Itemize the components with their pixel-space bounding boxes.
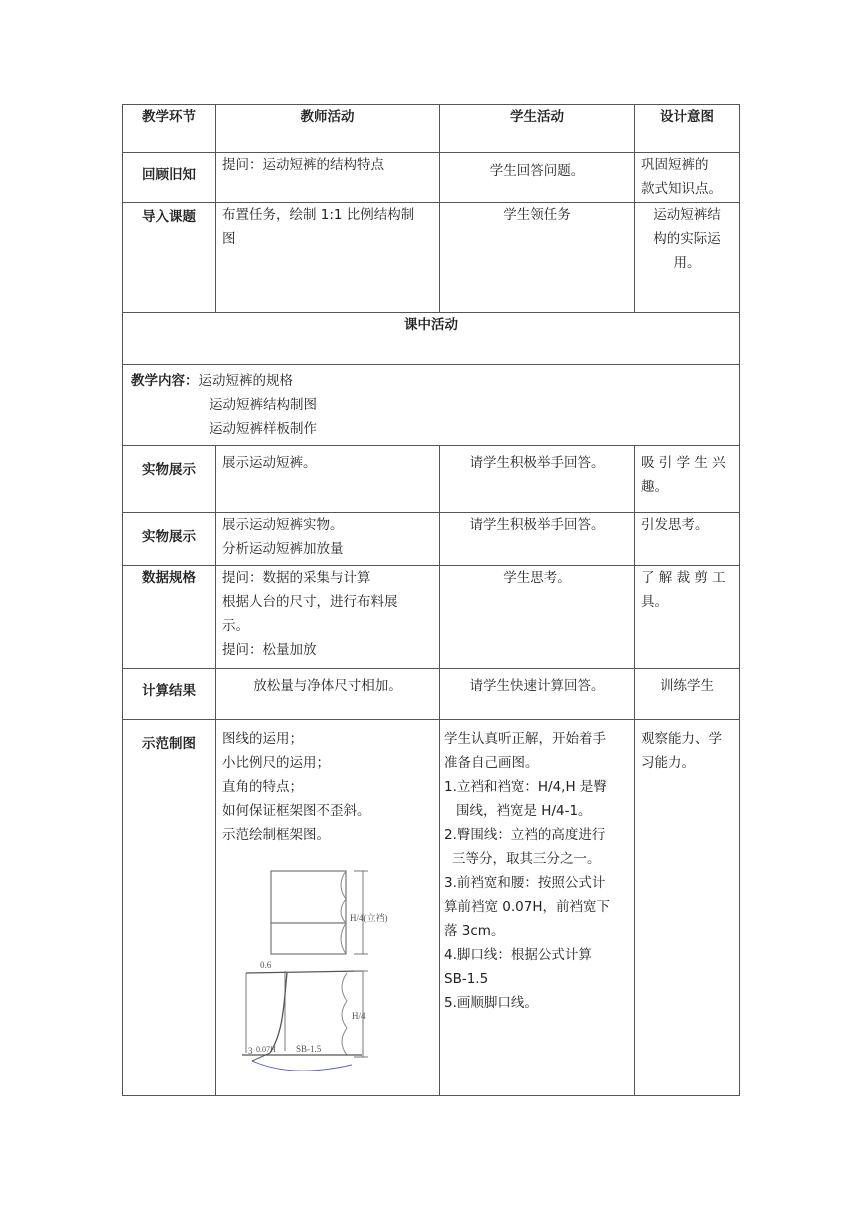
review-section: 回顾旧知 bbox=[123, 153, 216, 203]
review-intent: 巩固短裤的 款式知识点。 bbox=[635, 153, 740, 203]
row-data bbox=[123, 566, 740, 669]
show1-section: 实物展示 bbox=[123, 446, 216, 513]
demo-intent: 观察能力、学 习能力。 bbox=[635, 720, 740, 1096]
mid-activity-title: 课中活动 bbox=[123, 313, 740, 365]
row-intro bbox=[123, 203, 740, 313]
header-row bbox=[123, 105, 740, 153]
show1-teacher: 展示运动短裤。 bbox=[216, 446, 440, 513]
review-student: 学生回答问题。 bbox=[440, 153, 635, 203]
header-student: 学生活动 bbox=[440, 105, 635, 153]
fig-label-bottom-dim: SB-1.5 bbox=[296, 1044, 322, 1054]
show2-intent: 引发思考。 bbox=[635, 513, 740, 566]
row-content bbox=[123, 365, 740, 446]
calc-section: 计算结果 bbox=[123, 669, 216, 720]
row-show1 bbox=[123, 446, 740, 513]
content-item-2: 运动短裤结构制图 bbox=[209, 397, 317, 413]
row-review bbox=[123, 153, 740, 203]
review-teacher: 提问：运动短裤的结构特点 bbox=[216, 153, 440, 203]
content-item-1: 运动短裤的规格 bbox=[198, 373, 293, 389]
show2-section: 实物展示 bbox=[123, 513, 216, 566]
show1-student: 请学生积极举手回答。 bbox=[440, 446, 635, 513]
content-item-3: 运动短裤样板制作 bbox=[209, 421, 317, 437]
show1-intent: 吸 引 学 生 兴 趣。 bbox=[635, 446, 740, 513]
row-mid-title bbox=[123, 313, 740, 365]
show2-teacher: 展示运动短裤实物。 分析运动短裤加放量 bbox=[216, 513, 440, 566]
intro-teacher: 布置任务，绘制 1:1 比例结构制 图 bbox=[216, 203, 440, 313]
row-calc bbox=[123, 669, 740, 720]
demo-teacher: 图线的运用； 小比例尺的运用； 直角的特点； 如何保证框架图不歪斜。 示范绘制框架图。 H/4(立裆) 0.6 H/4 3 0.07H SB-1.5 bbox=[216, 720, 440, 1096]
data-student: 学生思考。 bbox=[440, 566, 635, 669]
header-section: 教学环节 bbox=[123, 105, 216, 153]
fig-label-top-dim: H/4(立裆) bbox=[350, 913, 388, 923]
show2-student: 请学生积极举手回答。 bbox=[440, 513, 635, 566]
intro-intent: 运动短裤结 构的实际运 用。 bbox=[635, 203, 740, 313]
intro-section: 导入课题 bbox=[123, 203, 216, 313]
intro-student: 学生领任务 bbox=[440, 203, 635, 313]
fig-label-side-dim: H/4 bbox=[352, 1011, 366, 1021]
calc-intent: 训练学生 bbox=[635, 669, 740, 720]
data-section: 数据规格 bbox=[123, 566, 216, 669]
row-demo bbox=[123, 720, 740, 1096]
content-label: 教学内容： bbox=[131, 373, 199, 389]
header-intent: 设计意图 bbox=[635, 105, 740, 153]
header-teacher: 教师活动 bbox=[216, 105, 440, 153]
demo-section: 示范制图 bbox=[123, 720, 216, 1096]
lesson-plan-table bbox=[122, 104, 740, 1096]
calc-teacher: 放松量与净体尺寸相加。 bbox=[216, 669, 440, 720]
fig-label-bottom-left: 0.07H bbox=[256, 1045, 276, 1054]
demo-student: 学生认真听正解，开始着手 准备自己画图。 1.立裆和裆宽：H/4,H 是臀 围线，裆宽是 H/4-1。 2.臀围线：立裆的高度进行 三等分，取其三分之一。 3.前裆宽和腰：按照公式计 算前裆宽 0.07H，前裆宽下 落 3cm。 4.脚口线：根据公式计算 SB-1.5 5.画顺脚口线。 bbox=[440, 720, 635, 1096]
data-teacher: 提问：数据的采集与计算 根据人台的尺寸，进行布料展 示。 提问：松量加放 bbox=[216, 566, 440, 669]
shorts-draft-figure bbox=[222, 861, 432, 1071]
teaching-content bbox=[123, 365, 740, 446]
fig-label-corner: 3 bbox=[248, 1046, 253, 1056]
row-show2 bbox=[123, 513, 740, 566]
calc-student: 请学生快速计算回答。 bbox=[440, 669, 635, 720]
data-intent: 了 解 裁 剪 工 具。 bbox=[635, 566, 740, 669]
fig-label-waist: 0.6 bbox=[260, 960, 272, 970]
